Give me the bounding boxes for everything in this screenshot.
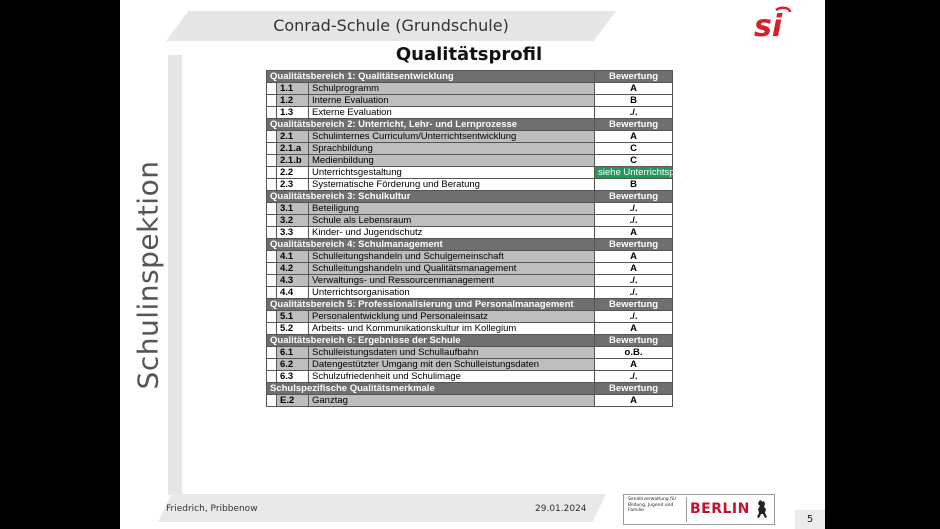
row-indent [267,395,277,407]
slide [120,0,825,529]
row-indent [267,179,277,191]
criterion-number: 3.1 [277,203,309,215]
criterion-rating: siehe Unterrichtsprofil [595,167,673,179]
criterion-rating: ./. [595,311,673,323]
header-title: Conrad-Schule (Grundschule) [273,16,509,35]
criterion-number: 6.3 [277,371,309,383]
table-row [267,227,673,239]
criterion-rating: A [595,395,673,407]
side-title: Schulinspektion [131,160,165,390]
criterion-number: 1.1 [277,83,309,95]
criterion-rating: C [595,155,673,167]
criterion-number: 1.3 [277,107,309,119]
criterion-label: Systematische Förderung und Beratung [309,179,595,191]
table-row [267,203,673,215]
berlin-department-text: Senatsverwaltung für Bildung, Jugend und Familie [628,497,687,522]
criterion-rating: A [595,227,673,239]
rating-column-header: Bewertung [595,191,673,203]
criterion-rating: ./. [595,107,673,119]
rating-column-header: Bewertung [595,335,673,347]
table-row [267,263,673,275]
criterion-number: 4.3 [277,275,309,287]
main-title: Qualitätsprofil [395,44,543,65]
criterion-rating: B [595,95,673,107]
table-row [267,179,673,191]
criterion-label: Medienbildung [309,155,595,167]
criterion-number: 1.2 [277,95,309,107]
criterion-rating: A [595,263,673,275]
row-indent [267,95,277,107]
criterion-label: Interne Evaluation [309,95,595,107]
row-indent [267,359,277,371]
criterion-label: Sprachbildung [309,143,595,155]
row-indent [267,311,277,323]
criterion-rating: B [595,179,673,191]
row-indent [267,275,277,287]
criterion-rating: ./. [595,371,673,383]
criterion-label: Datengestützter Umgang mit den Schulleistungsdaten [309,359,595,371]
criterion-label: Kinder- und Jugendschutz [309,227,595,239]
section-header-row [267,299,673,311]
table-row [267,311,673,323]
rating-column-header: Bewertung [595,383,673,395]
row-indent [267,155,277,167]
table-row [267,251,673,263]
criterion-number: 2.1.b [277,155,309,167]
criterion-number: 2.1 [277,131,309,143]
row-indent [267,107,277,119]
criterion-number: 6.2 [277,359,309,371]
row-indent [267,323,277,335]
criterion-label: Schulleistungsdaten und Schullaufbahn [309,347,595,359]
rating-column-header: Bewertung [595,239,673,251]
criterion-number: 4.2 [277,263,309,275]
criterion-label: Ganztag [309,395,595,407]
section-header-row [267,191,673,203]
row-indent [267,263,277,275]
criterion-number: 4.4 [277,287,309,299]
footer-authors: Friedrich, Pribbenow [166,504,258,514]
table-row [267,143,673,155]
criterion-number: 5.2 [277,323,309,335]
section-header-row [267,71,673,83]
criterion-number: 2.1.a [277,143,309,155]
table-row [267,83,673,95]
row-indent [267,287,277,299]
table-row [267,131,673,143]
section-header-row [267,119,673,131]
criterion-rating: A [595,323,673,335]
section-title: Qualitätsbereich 6: Ergebnisse der Schule [267,335,595,347]
criterion-rating: A [595,131,673,143]
criterion-number: 5.1 [277,311,309,323]
rating-column-header: Bewertung [595,119,673,131]
row-indent [267,167,277,179]
criterion-rating: A [595,359,673,371]
table-row [267,323,673,335]
criterion-rating: ./. [595,275,673,287]
footer-date: 29.01.2024 [535,504,587,514]
row-indent [267,143,277,155]
table-row [267,95,673,107]
criterion-label: Personalentwicklung und Personaleinsatz [309,311,595,323]
criterion-rating: ./. [595,203,673,215]
criterion-label: Schulprogramm [309,83,595,95]
section-title: Qualitätsbereich 4: Schulmanagement [267,239,595,251]
table-row [267,395,673,407]
section-header-row [267,335,673,347]
criterion-label: Beteiligung [309,203,595,215]
row-indent [267,131,277,143]
row-indent [267,203,277,215]
criterion-label: Arbeits- und Kommunikationskultur im Kollegium [309,323,595,335]
section-header-row [267,383,673,395]
criterion-label: Schulleitungshandeln und Qualitätsmanagement [309,263,595,275]
table-row [267,359,673,371]
section-header-row [267,239,673,251]
criterion-number: 3.2 [277,215,309,227]
criterion-rating: o.B. [595,347,673,359]
row-indent [267,251,277,263]
criterion-number: 2.2 [277,167,309,179]
criterion-number: 4.1 [277,251,309,263]
berlin-logo [623,494,775,525]
table-row [267,215,673,227]
section-title: Qualitätsbereich 5: Professionalisierung und Personalmanagement [267,299,595,311]
section-title: Qualitätsbereich 2: Unterricht, Lehr- und Lernprozesse [267,119,595,131]
criterion-number: 2.3 [277,179,309,191]
criterion-label: Unterrichtsgestaltung [309,167,595,179]
criterion-number: 6.1 [277,347,309,359]
row-indent [267,227,277,239]
berlin-wordmark: BERLIN [690,501,750,517]
criterion-number: 3.3 [277,227,309,239]
rating-column-header: Bewertung [595,71,673,83]
quality-profile-table [266,70,690,407]
criterion-label: Schulleitungshandeln und Schulgemeinschaft [309,251,595,263]
table-row [267,347,673,359]
side-band [168,55,182,495]
criterion-label: Unterrichtsorganisation [309,287,595,299]
section-title: Qualitätsbereich 1: Qualitätsentwicklung [267,71,595,83]
criterion-label: Schule als Lebensraum [309,215,595,227]
table-row [267,155,673,167]
criterion-rating: ./. [595,215,673,227]
berlin-bear-icon [754,499,770,520]
criterion-number: E.2 [277,395,309,407]
table-row [267,107,673,119]
criterion-label: Schulzufriedenheit und Schulimage [309,371,595,383]
table-row [267,371,673,383]
criterion-label: Externe Evaluation [309,107,595,119]
row-indent [267,215,277,227]
criterion-rating: C [595,143,673,155]
section-title: Schulspezifische Qualitätsmerkmale [267,383,595,395]
page-number: 5 [795,510,825,529]
criterion-label: Verwaltungs- und Ressourcenmanagement [309,275,595,287]
criterion-rating: A [595,251,673,263]
criterion-rating: ./. [595,287,673,299]
criterion-rating: A [595,83,673,95]
row-indent [267,83,277,95]
table-row [267,287,673,299]
table-row [267,275,673,287]
table-row [267,167,673,179]
row-indent [267,347,277,359]
section-title: Qualitätsbereich 3: Schulkultur [267,191,595,203]
row-indent [267,371,277,383]
si-logo-icon [752,6,792,42]
criterion-label: Schulinternes Curriculum/Unterrichtsentwicklung [309,131,595,143]
rating-column-header: Bewertung [595,299,673,311]
si-logo-text: si [754,9,783,44]
